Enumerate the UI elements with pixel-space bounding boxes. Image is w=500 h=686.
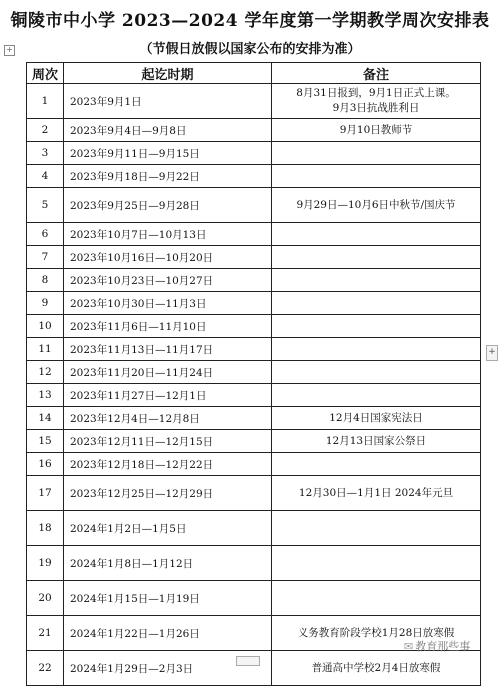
note-cell — [272, 453, 481, 476]
note-cell — [272, 511, 481, 546]
dates-cell: 2023年11月20日—11月24日 — [64, 361, 272, 384]
week-cell: 21 — [27, 616, 64, 651]
header-dates: 起讫时期 — [64, 63, 272, 84]
week-cell: 2 — [27, 119, 64, 142]
dates-cell: 2024年1月22日—1月26日 — [64, 616, 272, 651]
table-row — [27, 84, 481, 119]
note-cell: 12月4日国家宪法日 — [272, 407, 481, 430]
dates-cell: 2023年11月27日—12月1日 — [64, 384, 272, 407]
note-cell: 12月30日—1月1日 2024年元旦 — [272, 476, 481, 511]
note-cell — [272, 384, 481, 407]
dates-cell: 2023年9月1日 — [64, 84, 272, 119]
table-row — [27, 269, 481, 292]
note-cell — [272, 361, 481, 384]
table-row — [27, 188, 481, 223]
schedule-table — [26, 62, 481, 686]
dates-cell: 2024年1月2日—1月5日 — [64, 511, 272, 546]
note-cell — [272, 165, 481, 188]
week-cell: 1 — [27, 84, 64, 119]
table-row — [27, 142, 481, 165]
dates-cell: 2023年9月18日—9月22日 — [64, 165, 272, 188]
week-cell: 17 — [27, 476, 64, 511]
table-row — [27, 511, 481, 546]
table-row — [27, 384, 481, 407]
table-row — [27, 476, 481, 511]
table-move-handle-icon[interactable]: + — [4, 45, 15, 56]
table-row — [27, 338, 481, 361]
dates-cell: 2023年10月16日—10月20日 — [64, 246, 272, 269]
table-row — [27, 119, 481, 142]
note-cell — [272, 338, 481, 361]
note-cell — [272, 142, 481, 165]
note-cell — [272, 581, 481, 616]
document-subtitle: （节假日放假以国家公布的安排为准） — [139, 42, 361, 57]
dates-cell: 2024年1月29日—2月3日 — [64, 651, 272, 686]
table-row — [27, 165, 481, 188]
week-cell: 5 — [27, 188, 64, 223]
dates-cell: 2023年12月4日—12月8日 — [64, 407, 272, 430]
note-line: 8月31日报到，9月1日正式上课。 — [296, 87, 456, 99]
table-row — [27, 361, 481, 384]
note-cell — [272, 315, 481, 338]
watermark — [404, 638, 470, 654]
dates-cell: 2024年1月15日—1月19日 — [64, 581, 272, 616]
dates-cell: 2024年1月8日—1月12日 — [64, 546, 272, 581]
week-cell: 4 — [27, 165, 64, 188]
note-cell — [272, 84, 481, 119]
dates-cell: 2023年12月25日—12月29日 — [64, 476, 272, 511]
header-notes: 备注 — [272, 63, 481, 84]
note-cell — [272, 546, 481, 581]
week-cell: 3 — [27, 142, 64, 165]
note-line: 9月3日抗战胜利日 — [332, 102, 420, 114]
dates-cell: 2023年11月6日—11月10日 — [64, 315, 272, 338]
week-cell: 7 — [27, 246, 64, 269]
table-row — [27, 453, 481, 476]
dates-cell: 2023年10月23日—10月27日 — [64, 269, 272, 292]
table-row — [27, 546, 481, 581]
note-cell: 普通高中学校2月4日放寒假 — [272, 651, 481, 686]
table-header-row — [27, 63, 481, 84]
table-row — [27, 581, 481, 616]
note-cell — [272, 223, 481, 246]
week-cell: 13 — [27, 384, 64, 407]
table-row — [27, 430, 481, 453]
week-cell: 8 — [27, 269, 64, 292]
dates-cell: 2023年12月11日—12月15日 — [64, 430, 272, 453]
week-cell: 18 — [27, 511, 64, 546]
week-cell: 14 — [27, 407, 64, 430]
week-cell: 6 — [27, 223, 64, 246]
dates-cell: 2023年11月13日—11月17日 — [64, 338, 272, 361]
week-cell: 16 — [27, 453, 64, 476]
dates-cell: 2023年12月18日—12月22日 — [64, 453, 272, 476]
note-cell: 12月13日国家公祭日 — [272, 430, 481, 453]
dates-cell: 2023年9月25日—9月28日 — [64, 188, 272, 223]
note-cell: 9月29日—10月6日中秋节/国庆节 — [272, 188, 481, 223]
speech-bubble-icon: ✉ — [404, 640, 414, 653]
note-cell — [272, 269, 481, 292]
table-row — [27, 223, 481, 246]
table-row — [27, 407, 481, 430]
week-cell: 9 — [27, 292, 64, 315]
header-week: 周次 — [27, 63, 64, 84]
table-bottom-handle[interactable] — [236, 656, 260, 666]
week-cell: 20 — [27, 581, 64, 616]
note-cell: 9月10日教师节 — [272, 119, 481, 142]
dates-cell: 2023年10月7日—10月13日 — [64, 223, 272, 246]
week-cell: 10 — [27, 315, 64, 338]
note-cell — [272, 292, 481, 315]
dates-cell: 2023年9月11日—9月15日 — [64, 142, 272, 165]
table-row — [27, 292, 481, 315]
table-row — [27, 246, 481, 269]
watermark-text: 教育那些事 — [415, 640, 471, 653]
note-cell: 义务教育阶段学校1月28日放寒假 — [272, 616, 481, 651]
week-cell: 15 — [27, 430, 64, 453]
table-row — [27, 315, 481, 338]
week-cell: 11 — [27, 338, 64, 361]
week-cell: 19 — [27, 546, 64, 581]
week-cell: 12 — [27, 361, 64, 384]
dates-cell: 2023年9月4日—9月8日 — [64, 119, 272, 142]
week-cell: 22 — [27, 651, 64, 686]
document-title: 铜陵市中小学 2023—2024 学年度第一学期教学周次安排表 — [10, 11, 490, 31]
dates-cell: 2023年10月30日—11月3日 — [64, 292, 272, 315]
table-resize-plus-icon[interactable]: + — [486, 345, 498, 361]
note-cell — [272, 246, 481, 269]
